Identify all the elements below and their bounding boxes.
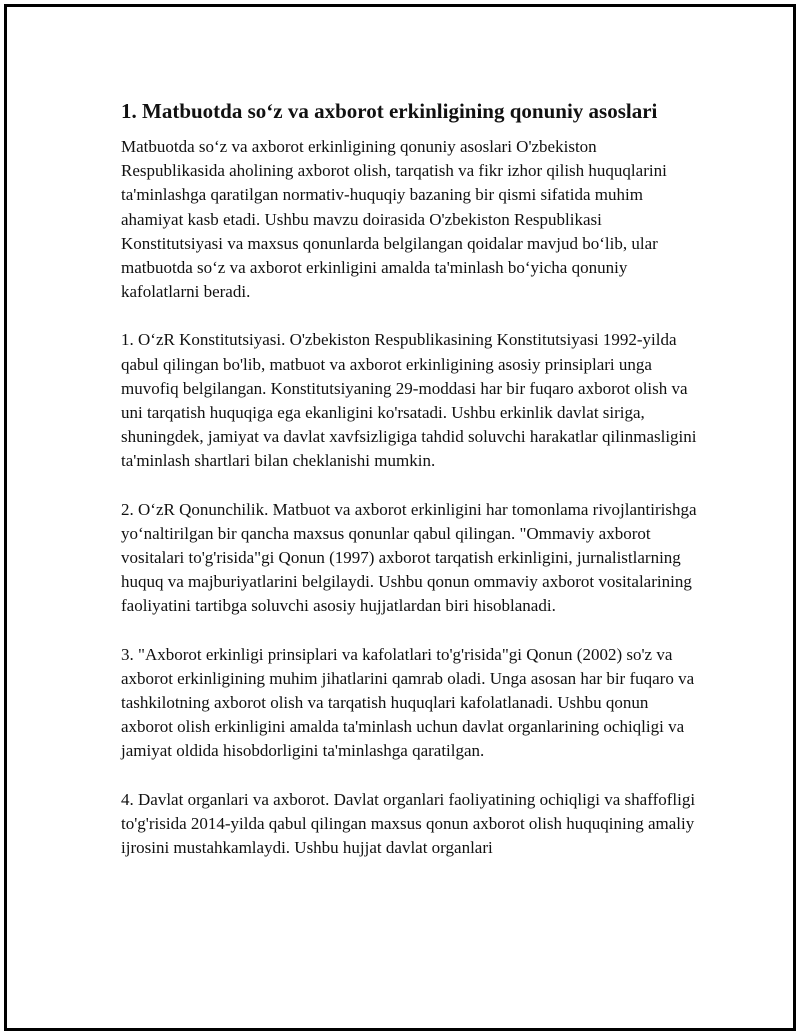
paragraph-freedom-law: 3. "Axborot erkinligi prinsiplari va kafolatlari to'g'risida"gi Qonun (2002) so'z va axborot erkinligining muhim jihatlarini qamrab oladi. Unga asosan har bir fuqaro va tashkilotning axborot olish va tarqatish huquqlari kafolatlanadi. Ushbu qonun axborot olish erkinligini amalda ta'minlash uchun davlat organlarining ochiqligi va jamiyat oldida hisobdorligini ta'minlashga qaratilgan. <box>121 644 695 761</box>
document-page <box>4 4 796 1031</box>
paragraph-legislation: 2. O‘zR Qonunchilik. Matbuot va axborot erkinligini har tomonlama rivojlantirishga yo‘naltirilgan bir qancha maxsus qonunlar qabul qilingan. "Ommaviy axborot vositalari to'g'risida"gi Qonun (1997) axborot tarqatish erkinligini, jurnalistlarning huquq va majburiyatlarini belgilaydi. Ushbu qonun ommaviy axborot vositalarining faoliyatini tartibga soluvchi asosiy hujjatlardan biri hisoblanadi. <box>121 499 697 616</box>
paragraph-state-bodies: 4. Davlat organlari va axborot. Davlat organlari faoliyatining ochiqligi va shaffofligi to'g'risida 2014-yilda qabul qilingan maxsus qonun axborot olish huquqining amaliy ijrosini mustahkamlaydi. Ushbu hujjat davlat organlari <box>121 789 696 858</box>
paragraph-intro: Matbuotda so‘z va axborot erkinligining qonuniy asoslari O'zbekiston Respublikasida aholining axborot olish, tarqatish va fikr izhor qilish huquqlarini ta'minlashga qaratilgan normativ-huquqiy bazaning bir qismi sifatida muhim ahamiyat kasb etadi. Ushbu mavzu doirasida O'zbekiston Respublikasi Konstitutsiyasi va maxsus qonunlarda belgilangan qoidalar mavjud bo‘lib, ular matbuotda so‘z va axborot erkinligini amalda ta'minlash bo‘yicha qonuniy kafolatlarni beradi. <box>121 137 667 302</box>
document-title: 1. Matbuotda so‘z va axborot erkinligining qonuniy asoslari <box>121 99 658 123</box>
document-content <box>121 97 701 884</box>
paragraph-constitution: 1. O‘zR Konstitutsiyasi. O'zbekiston Respublikasining Konstitutsiyasi 1992-yilda qabul qilingan bo'lib, matbuot va axborot erkinligining asosiy prinsiplari unga muvofiq belgilangan. Konstitutsiyaning 29-moddasi har bir fuqaro axborot olish va uni tarqatish huquqiga ega ekanligini ko'rsatadi. Ushbu erkinlik davlat siriga, shuningdek, jamiyat va davlat xavfsizligiga tahdid soluvchi harakatlar qilinmasligini ta'minlash shartlari bilan cheklanishi mumkin. <box>121 330 697 471</box>
